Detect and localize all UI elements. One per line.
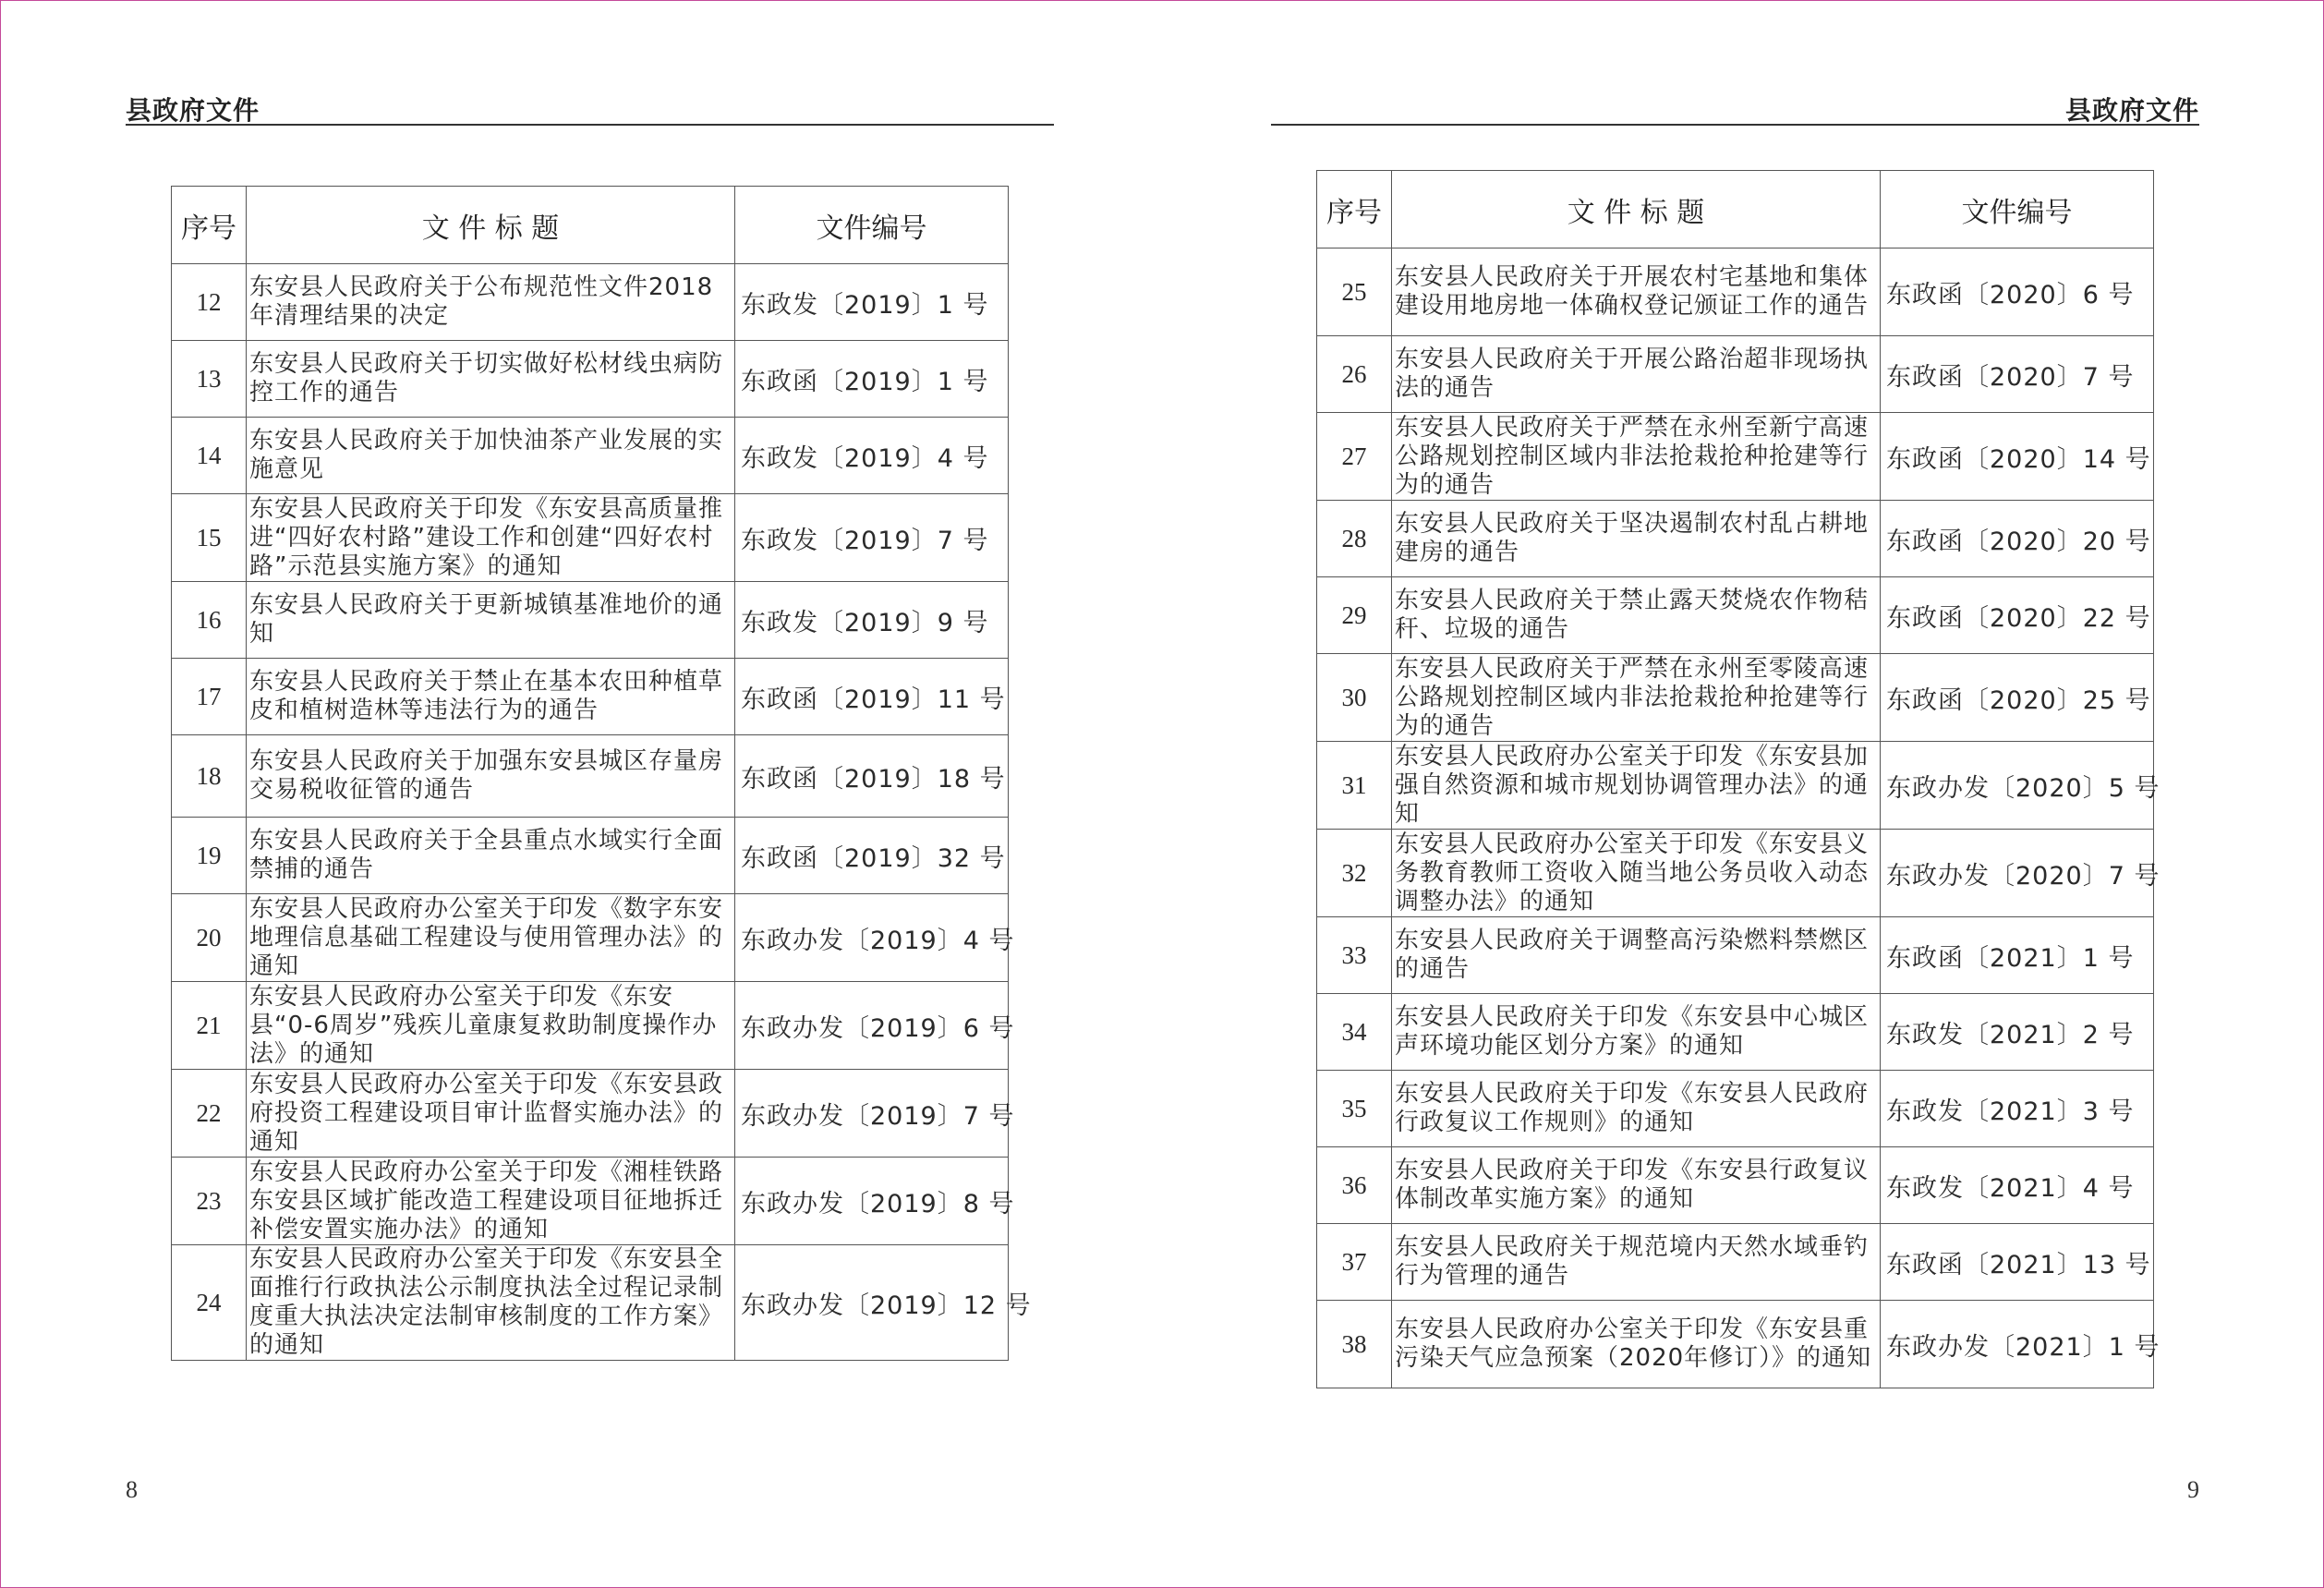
row-title: 东安县人民政府关于加强东安县城区存量房交易税收征管的通告 xyxy=(247,735,735,818)
table-row xyxy=(1317,336,2154,413)
row-document-code: 东政函〔2020〕7 号 xyxy=(1881,336,2154,413)
table-row xyxy=(1317,830,2154,917)
row-number: 26 xyxy=(1317,336,1392,413)
row-document-code: 东政函〔2021〕13 号 xyxy=(1881,1224,2154,1301)
row-document-code: 东政发〔2019〕9 号 xyxy=(735,582,1009,659)
table-row xyxy=(172,659,1009,735)
table-row xyxy=(1317,501,2154,577)
row-document-code: 东政函〔2020〕14 号 xyxy=(1881,413,2154,501)
row-number: 37 xyxy=(1317,1224,1392,1301)
row-document-code: 东政函〔2021〕1 号 xyxy=(1881,917,2154,994)
row-number: 34 xyxy=(1317,994,1392,1071)
column-header-num: 序号 xyxy=(1317,171,1392,249)
column-header-num: 序号 xyxy=(172,187,247,264)
row-number: 17 xyxy=(172,659,247,735)
row-document-code: 东政函〔2020〕25 号 xyxy=(1881,654,2154,742)
row-number: 24 xyxy=(172,1245,247,1361)
row-title: 东安县人民政府办公室关于印发《东安县“0-6周岁”残疾儿童康复救助制度操作办法》的通知 xyxy=(247,982,735,1070)
row-title: 东安县人民政府关于禁止在基本农田种植草皮和植树造林等违法行为的通告 xyxy=(247,659,735,735)
table-header-row xyxy=(172,187,1009,264)
row-title: 东安县人民政府关于印发《东安县中心城区声环境功能区划分方案》的通知 xyxy=(1392,994,1881,1071)
row-number: 30 xyxy=(1317,654,1392,742)
row-title: 东安县人民政府关于印发《东安县行政复议体制改革实施方案》的通知 xyxy=(1392,1147,1881,1224)
row-document-code: 东政函〔2019〕11 号 xyxy=(735,659,1009,735)
table-row xyxy=(1317,1224,2154,1301)
row-title: 东安县人民政府办公室关于印发《东安县全面推行行政执法公示制度执法全过程记录制度重大执法决定法制审核制度的工作方案》的通知 xyxy=(247,1245,735,1361)
row-title: 东安县人民政府关于加快油茶产业发展的实施意见 xyxy=(247,418,735,494)
table-row xyxy=(172,982,1009,1070)
row-document-code: 东政函〔2020〕22 号 xyxy=(1881,577,2154,654)
row-title: 东安县人民政府办公室关于印发《东安县加强自然资源和城市规划协调管理办法》的通知 xyxy=(1392,742,1881,830)
row-title: 东安县人民政府办公室关于印发《东安县政府投资工程建设项目审计监督实施办法》的通知 xyxy=(247,1070,735,1158)
right-page xyxy=(1162,0,2324,1588)
row-title: 东安县人民政府办公室关于印发《数字东安地理信息基础工程建设与使用管理办法》的通知 xyxy=(247,894,735,982)
row-title: 东安县人民政府关于开展公路治超非现场执法的通告 xyxy=(1392,336,1881,413)
row-number: 18 xyxy=(172,735,247,818)
table-row xyxy=(1317,1147,2154,1224)
table-row xyxy=(1317,1301,2154,1388)
row-title: 东安县人民政府关于印发《东安县高质量推进“四好农村路”建设工作和创建“四好农村路”示范县实施方案》的通知 xyxy=(247,494,735,582)
row-document-code: 东政办发〔2019〕4 号 xyxy=(735,894,1009,982)
row-title: 东安县人民政府关于调整高污染燃料禁燃区的通告 xyxy=(1392,917,1881,994)
row-document-code: 东政函〔2019〕1 号 xyxy=(735,341,1009,418)
row-number: 25 xyxy=(1317,249,1392,336)
row-document-code: 东政发〔2019〕4 号 xyxy=(735,418,1009,494)
row-document-code: 东政发〔2021〕3 号 xyxy=(1881,1071,2154,1147)
row-document-code: 东政发〔2019〕1 号 xyxy=(735,264,1009,341)
row-number: 35 xyxy=(1317,1071,1392,1147)
header-rule xyxy=(126,124,1054,126)
row-document-code: 东政函〔2019〕32 号 xyxy=(735,818,1009,894)
header-title: 县政府文件 xyxy=(126,95,260,126)
row-title: 东安县人民政府关于规范境内天然水域垂钓行为管理的通告 xyxy=(1392,1224,1881,1301)
row-number: 14 xyxy=(172,418,247,494)
row-document-code: 东政办发〔2019〕8 号 xyxy=(735,1158,1009,1245)
header-title: 县政府文件 xyxy=(2064,95,2199,126)
row-document-code: 东政办发〔2019〕12 号 xyxy=(735,1245,1009,1361)
row-number: 32 xyxy=(1317,830,1392,917)
row-number: 29 xyxy=(1317,577,1392,654)
row-title: 东安县人民政府关于切实做好松材线虫病防控工作的通告 xyxy=(247,341,735,418)
row-number: 36 xyxy=(1317,1147,1392,1224)
row-number: 28 xyxy=(1317,501,1392,577)
row-title: 东安县人民政府关于禁止露天焚烧农作物秸秆、垃圾的通告 xyxy=(1392,577,1881,654)
row-title: 东安县人民政府关于公布规范性文件2018年清理结果的决定 xyxy=(247,264,735,341)
table-row xyxy=(172,1070,1009,1158)
header-rule xyxy=(1271,124,2199,126)
row-title: 东安县人民政府关于严禁在永州至新宁高速公路规划控制区域内非法抢栽抢种抢建等行为的通告 xyxy=(1392,413,1881,501)
table-header-row xyxy=(1317,171,2154,249)
table-row xyxy=(172,735,1009,818)
row-number: 38 xyxy=(1317,1301,1392,1388)
page-number: 9 xyxy=(2187,1476,2199,1503)
table-row xyxy=(172,1245,1009,1361)
row-document-code: 东政发〔2019〕7 号 xyxy=(735,494,1009,582)
row-number: 27 xyxy=(1317,413,1392,501)
row-document-code: 东政函〔2020〕6 号 xyxy=(1881,249,2154,336)
row-title: 东安县人民政府办公室关于印发《湘桂铁路东安县区域扩能改造工程建设项目征地拆迁补偿安置实施办法》的通知 xyxy=(247,1158,735,1245)
table-row xyxy=(1317,1071,2154,1147)
document-table xyxy=(1316,170,2161,1388)
row-number: 20 xyxy=(172,894,247,982)
row-document-code: 东政办发〔2019〕6 号 xyxy=(735,982,1009,1070)
row-document-code: 东政发〔2021〕4 号 xyxy=(1881,1147,2154,1224)
column-header-title: 文 件 标 题 xyxy=(1392,171,1881,249)
row-number: 23 xyxy=(172,1158,247,1245)
document-table xyxy=(171,186,1032,1361)
row-number: 16 xyxy=(172,582,247,659)
row-title: 东安县人民政府办公室关于印发《东安县重污染天气应急预案（2020年修订）》的通知 xyxy=(1392,1301,1881,1388)
table-row xyxy=(172,582,1009,659)
table-row xyxy=(1317,654,2154,742)
table-row xyxy=(1317,994,2154,1071)
row-document-code: 东政办发〔2019〕7 号 xyxy=(735,1070,1009,1158)
table-row xyxy=(172,818,1009,894)
row-title: 东安县人民政府关于开展农村宅基地和集体建设用地房地一体确权登记颁证工作的通告 xyxy=(1392,249,1881,336)
table-row xyxy=(172,1158,1009,1245)
column-header-code: 文件编号 xyxy=(1881,171,2154,249)
row-document-code: 东政办发〔2021〕1 号 xyxy=(1881,1301,2154,1388)
table-row xyxy=(172,341,1009,418)
table-row xyxy=(1317,413,2154,501)
table-row xyxy=(1317,742,2154,830)
row-title: 东安县人民政府关于严禁在永州至零陵高速公路规划控制区域内非法抢栽抢种抢建等行为的通告 xyxy=(1392,654,1881,742)
table-row xyxy=(1317,577,2154,654)
column-header-code: 文件编号 xyxy=(735,187,1009,264)
row-number: 19 xyxy=(172,818,247,894)
row-number: 22 xyxy=(172,1070,247,1158)
row-title: 东安县人民政府关于坚决遏制农村乱占耕地建房的通告 xyxy=(1392,501,1881,577)
row-title: 东安县人民政府关于更新城镇基准地价的通知 xyxy=(247,582,735,659)
table-row xyxy=(172,494,1009,582)
row-number: 33 xyxy=(1317,917,1392,994)
table-row xyxy=(1317,249,2154,336)
row-number: 13 xyxy=(172,341,247,418)
row-title: 东安县人民政府办公室关于印发《东安县义务教育教师工资收入随当地公务员收入动态调整办法》的通知 xyxy=(1392,830,1881,917)
column-header-title: 文 件 标 题 xyxy=(247,187,735,264)
row-number: 12 xyxy=(172,264,247,341)
table-row xyxy=(172,264,1009,341)
row-number: 15 xyxy=(172,494,247,582)
table-row xyxy=(172,418,1009,494)
row-document-code: 东政办发〔2020〕7 号 xyxy=(1881,830,2154,917)
table-row xyxy=(172,894,1009,982)
row-title: 东安县人民政府关于印发《东安县人民政府行政复议工作规则》的通知 xyxy=(1392,1071,1881,1147)
row-title: 东安县人民政府关于全县重点水域实行全面禁捕的通告 xyxy=(247,818,735,894)
row-document-code: 东政函〔2020〕20 号 xyxy=(1881,501,2154,577)
row-document-code: 东政发〔2021〕2 号 xyxy=(1881,994,2154,1071)
table-row xyxy=(1317,917,2154,994)
row-number: 21 xyxy=(172,982,247,1070)
row-number: 31 xyxy=(1317,742,1392,830)
page-number: 8 xyxy=(126,1476,138,1503)
row-document-code: 东政办发〔2020〕5 号 xyxy=(1881,742,2154,830)
row-document-code: 东政函〔2019〕18 号 xyxy=(735,735,1009,818)
